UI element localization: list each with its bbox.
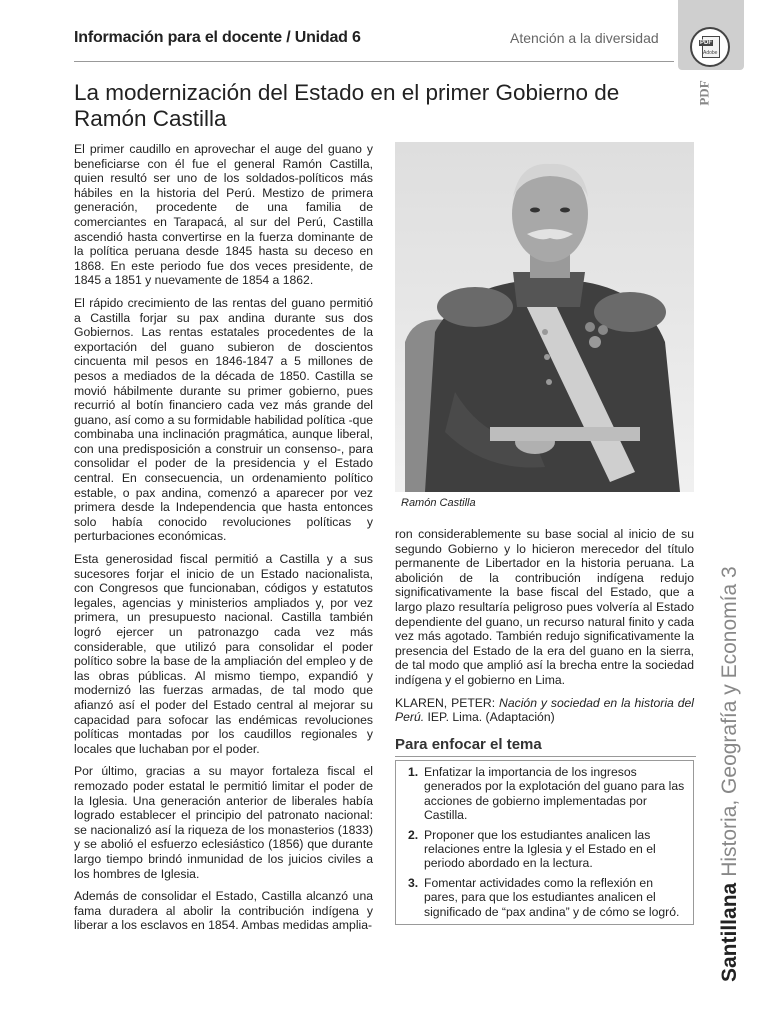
list-number: 1. <box>408 765 419 779</box>
portrait-illustration-icon <box>395 142 694 492</box>
paragraph: El primer caudillo en aprovechar el auge del guano y beneficiarse con él fue el general Ramón Castilla, quien resultó ser uno de los soldados-políticos más hábiles en la historia del Perú. Mestizo de primera generación, procedente de una familia de comerciantes en Tarapacá, al sur del Perú, Castilla ascendió hasta convertirse en la fuerza dominante de la política peruana desde 1845 hasta su deceso en 1868. En este periodo fue dos veces presidente, de 1845 a 1851 y nuevamente de 1854 a 1862. <box>74 142 373 288</box>
adobe-label: Adobe <box>703 50 718 56</box>
citation-work: Nación y sociedad en la historia del Perú. <box>395 695 694 725</box>
subject-name: Historia, Geografía y Economía 3 <box>718 566 741 877</box>
vertical-brand <box>718 566 742 982</box>
pdf-badge-label: PDF <box>700 40 712 46</box>
focus-section-divider <box>395 756 696 757</box>
side-pdf-label-wrap <box>696 79 714 107</box>
side-pdf-label: PDF <box>696 80 712 106</box>
list-item-text: Enfatizar la importancia de los ingresos generados por la explotación del guano para las acciones de gobierno implementadas por Castilla. <box>424 765 685 823</box>
paragraph: Por último, gracias a su mayor fortaleza fiscal el remozado poder estatal le permitió limitar el poder de la Iglesia. Una generación anterior de liberales había logrado establecer el principio del patronato nacional: se nacionalizó así la riqueza de los monasterios (1833) y se abolió el esfuerzo eclesiástico (1856) que durante largo tiempo brindó inmunidad de los juicios civiles a los hombres de Iglesia. <box>74 764 373 881</box>
left-column <box>74 142 373 941</box>
image-caption: Ramón Castilla <box>401 497 476 509</box>
paragraph: El rápido crecimiento de las rentas del guano permitió a Castilla forjar su pax andina durante sus dos Gobiernos. Las rentas estatales procedentes de la exportación del guano subieron de doscientos cincuenta mil pesos en 1846-1847 a 5 millones de pesos a mediados de la década de 1850. Castilla se movió hábilmente durante su primer gobierno, pues recurrió al botín financiero cada vez más grande del guano, así como a su formidable habilidad política -que combinaba una inclinación pragmática, aunque liberal, con una predisposición a construir un consenso-, para consolidar el poder de la presidencia y el Estado central. En consecuencia, un ordenamiento político estable, o pax andina, comenzó a aparecer por vez primera desde la Independencia que hasta entonces solo había conocido revoluciones políticas y perturbaciones económicas. <box>74 295 373 544</box>
pdf-adobe-icon[interactable] <box>690 27 730 67</box>
header-section-label: Atención a la diversidad <box>510 30 659 46</box>
source-citation <box>395 696 694 725</box>
list-item <box>408 876 687 919</box>
header-unit-title: Información para el docente / Unidad 6 <box>74 29 361 46</box>
focus-section-title: Para enfocar el tema <box>395 736 542 753</box>
focus-box <box>395 760 694 925</box>
focus-list <box>396 761 693 919</box>
list-item-text: Proponer que los estudiantes analicen las relaciones entre la Iglesia y el Estado en el periodo abordado en la lectura. <box>424 827 656 871</box>
list-item-text: Fomentar actividades como la reflexión en pares, para que los estudiantes analicen el significado de “pax andina” y de cómo se logró. <box>424 875 680 919</box>
paragraph: ron considerablemente su base social al inicio de su segundo Gobierno y lo hicieron merecedor del título permanente de Libertador en la historia peruana. La abolición de la contribución indígena redujo significativamente la base fiscal del Estado, que a largo plazo resultaría peligroso pues volvería al Estado dependiente del guano, un recurso natural finito y cada vez más agotado. También redujo significativamente la presencia del Estado de la era del guano en la sierra, de tal modo que amplió así la brecha entre la sociedad indígena y el gobierno en Lima. <box>395 527 694 687</box>
citation-author: KLAREN, PETER: <box>395 695 500 710</box>
citation-rest: IEP. Lima. (Adaptación) <box>424 710 555 725</box>
header-divider <box>74 61 674 62</box>
right-column <box>395 527 694 733</box>
list-item <box>408 828 687 871</box>
portrait-image <box>395 142 694 492</box>
paragraph: Además de consolidar el Estado, Castilla alcanzó una fama duradera al abolir la contribución indígena y liberar a los esclavos en 1854. Ambas medidas amplia- <box>74 889 373 933</box>
pdf-document-icon <box>702 36 720 58</box>
list-number: 3. <box>408 875 419 890</box>
brand-name: Santillana <box>718 882 741 982</box>
list-number: 2. <box>408 827 419 842</box>
page-title: La modernización del Estado en el primer Gobierno de Ramón Castilla <box>74 80 620 131</box>
paragraph: Esta generosidad fiscal permitió a Castilla y a sus sucesores forjar el inicio de un Estado nacionalista, con Congresos que funcionaban, códigos y estatutos legales, agencias y ministerios ampliados y, por vez primera, un presupuesto nacional. Castilla también logró ejercer un patronazgo cada vez más considerable, que utilizó para consolidar el poder político sobre la base de la ampliación del empleo y de las obras públicas. Al mismo tiempo, expandió y modernizó las fuerzas armadas, de tal modo que afianzó así el poder del Estado central al mejorar su capacidad para sofocar las endémicas revoluciones políticas montadas por los caudillos regionales y locales que luchaban por el poder. <box>74 552 373 756</box>
list-item <box>408 765 687 823</box>
